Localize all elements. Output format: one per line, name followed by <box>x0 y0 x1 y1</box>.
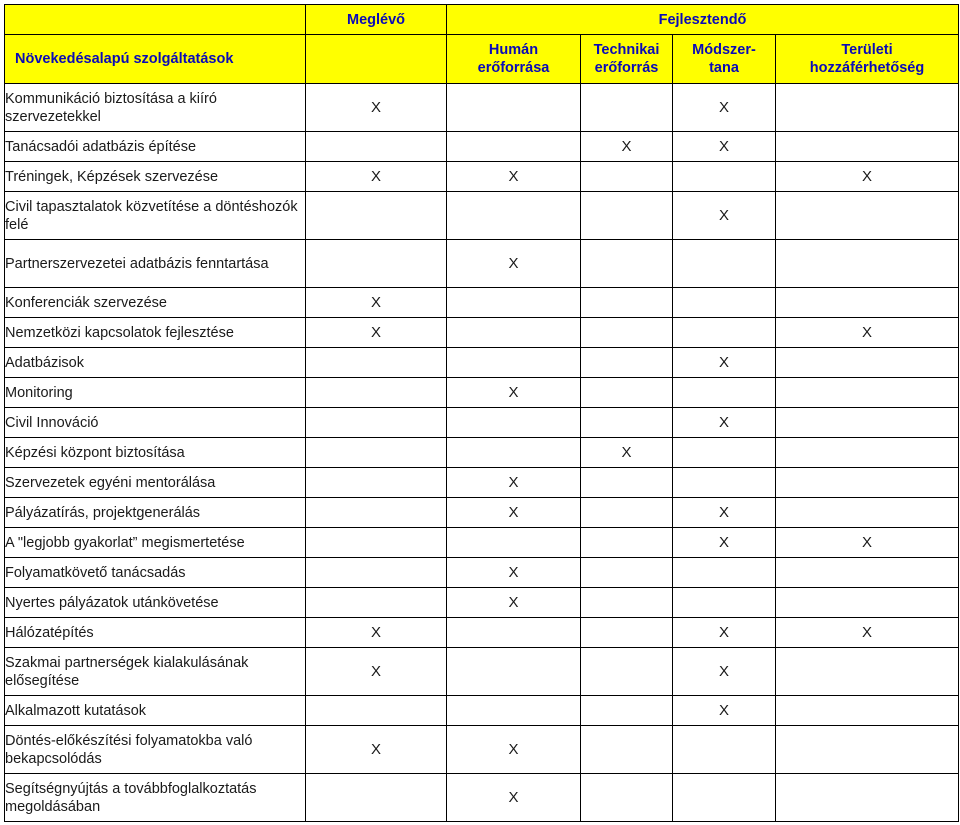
mark-cell <box>673 318 776 348</box>
row-label: Alkalmazott kutatások <box>5 696 306 726</box>
table-row <box>5 318 959 348</box>
mark-cell <box>776 378 959 408</box>
mark-cell: X <box>673 618 776 648</box>
table-row <box>5 192 959 240</box>
mark-cell <box>776 774 959 822</box>
table-row <box>5 468 959 498</box>
mark-cell: X <box>581 132 673 162</box>
services-table <box>4 4 959 822</box>
mark-cell: X <box>306 648 447 696</box>
row-label: Nemzetközi kapcsolatok fejlesztése <box>5 318 306 348</box>
mark-cell <box>306 588 447 618</box>
mark-cell <box>673 438 776 468</box>
mark-cell <box>581 288 673 318</box>
mark-cell <box>776 132 959 162</box>
table-row <box>5 648 959 696</box>
mark-cell <box>673 558 776 588</box>
row-label: Nyertes pályázatok utánkövetése <box>5 588 306 618</box>
mark-cell <box>581 408 673 438</box>
mark-cell <box>581 588 673 618</box>
row-label: Civil tapasztalatok közvetítése a döntéshozók felé <box>5 192 306 240</box>
table-row <box>5 726 959 774</box>
header-row-columns <box>5 35 959 84</box>
mark-cell <box>581 696 673 726</box>
mark-cell <box>306 774 447 822</box>
mark-cell <box>581 498 673 528</box>
mark-cell <box>776 84 959 132</box>
mark-cell: X <box>673 408 776 438</box>
mark-cell: X <box>673 192 776 240</box>
mark-cell: X <box>776 162 959 192</box>
mark-cell <box>447 318 581 348</box>
table-row <box>5 438 959 468</box>
table-row <box>5 588 959 618</box>
row-label: Szervezetek egyéni mentorálása <box>5 468 306 498</box>
mark-cell <box>673 162 776 192</box>
row-label: Monitoring <box>5 378 306 408</box>
mark-cell <box>447 438 581 468</box>
mark-cell <box>673 468 776 498</box>
row-label: A "legjobb gyakorlat” megismertetése <box>5 528 306 558</box>
table-row <box>5 498 959 528</box>
mark-cell <box>306 498 447 528</box>
mark-cell <box>776 192 959 240</box>
mark-cell <box>673 240 776 288</box>
mark-cell: X <box>673 528 776 558</box>
row-label: Döntés-előkészítési folyamatokba való bekapcsolódás <box>5 726 306 774</box>
row-label: Pályázatírás, projektgenerálás <box>5 498 306 528</box>
mark-cell <box>306 528 447 558</box>
mark-cell <box>776 240 959 288</box>
mark-cell: X <box>673 648 776 696</box>
mark-cell: X <box>673 696 776 726</box>
row-label: Partnerszervezetei adatbázis fenntartása <box>5 240 306 288</box>
mark-cell <box>776 288 959 318</box>
row-label: Konferenciák szervezése <box>5 288 306 318</box>
mark-cell <box>581 726 673 774</box>
mark-cell: X <box>776 318 959 348</box>
mark-cell <box>776 726 959 774</box>
table-row <box>5 378 959 408</box>
mark-cell <box>776 498 959 528</box>
table-row <box>5 696 959 726</box>
mark-cell: X <box>447 162 581 192</box>
header-blank-existing <box>306 35 447 84</box>
row-label: Civil Innováció <box>5 408 306 438</box>
mark-cell <box>581 528 673 558</box>
mark-cell: X <box>447 498 581 528</box>
mark-cell <box>581 774 673 822</box>
mark-cell: X <box>447 774 581 822</box>
mark-cell: X <box>447 558 581 588</box>
mark-cell <box>581 240 673 288</box>
mark-cell <box>581 348 673 378</box>
mark-cell <box>776 648 959 696</box>
mark-cell <box>447 528 581 558</box>
mark-cell: X <box>306 726 447 774</box>
mark-cell <box>447 348 581 378</box>
mark-cell: X <box>306 162 447 192</box>
table-row <box>5 774 959 822</box>
mark-cell <box>306 696 447 726</box>
mark-cell <box>673 378 776 408</box>
mark-cell: X <box>581 438 673 468</box>
mark-cell: X <box>447 588 581 618</box>
mark-cell: X <box>306 618 447 648</box>
mark-cell <box>447 84 581 132</box>
mark-cell: X <box>306 318 447 348</box>
header-col-human: Humán erőforrása <box>447 35 581 84</box>
mark-cell: X <box>776 528 959 558</box>
mark-cell: X <box>306 288 447 318</box>
mark-cell: X <box>447 240 581 288</box>
mark-cell <box>306 438 447 468</box>
mark-cell: X <box>447 726 581 774</box>
header-existing: Meglévő <box>306 5 447 35</box>
mark-cell <box>673 726 776 774</box>
mark-cell <box>447 696 581 726</box>
table-row <box>5 132 959 162</box>
mark-cell <box>581 468 673 498</box>
mark-cell <box>776 438 959 468</box>
mark-cell <box>306 348 447 378</box>
header-row-top <box>5 5 959 35</box>
mark-cell <box>447 648 581 696</box>
mark-cell: X <box>673 84 776 132</box>
table-row <box>5 408 959 438</box>
table-row <box>5 240 959 288</box>
row-label: Adatbázisok <box>5 348 306 378</box>
mark-cell: X <box>673 132 776 162</box>
row-label: Folyamatkövető tanácsadás <box>5 558 306 588</box>
mark-cell <box>581 558 673 588</box>
mark-cell: X <box>306 84 447 132</box>
mark-cell <box>776 588 959 618</box>
mark-cell <box>581 162 673 192</box>
table-row <box>5 162 959 192</box>
row-label: Hálózatépítés <box>5 618 306 648</box>
mark-cell <box>447 408 581 438</box>
mark-cell <box>776 348 959 378</box>
mark-cell <box>673 288 776 318</box>
mark-cell <box>776 468 959 498</box>
row-label: Segítségnyújtás a továbbfoglalkoztatás megoldásában <box>5 774 306 822</box>
mark-cell <box>581 318 673 348</box>
header-to-develop: Fejlesztendő <box>447 5 959 35</box>
mark-cell <box>306 240 447 288</box>
header-blank <box>5 5 306 35</box>
table-row <box>5 558 959 588</box>
mark-cell: X <box>447 378 581 408</box>
mark-cell <box>306 132 447 162</box>
mark-cell <box>776 558 959 588</box>
mark-cell <box>447 288 581 318</box>
mark-cell <box>306 408 447 438</box>
mark-cell <box>776 696 959 726</box>
header-services: Növekedésalapú szolgáltatások <box>5 35 306 84</box>
table-row <box>5 618 959 648</box>
mark-cell <box>581 378 673 408</box>
mark-cell: X <box>673 348 776 378</box>
mark-cell <box>447 192 581 240</box>
table-row <box>5 84 959 132</box>
row-label: Tanácsadói adatbázis építése <box>5 132 306 162</box>
header-col-methodology: Módszer- tana <box>673 35 776 84</box>
mark-cell <box>673 588 776 618</box>
mark-cell <box>581 618 673 648</box>
row-label: Szakmai partnerségek kialakulásának elősegítése <box>5 648 306 696</box>
mark-cell <box>306 378 447 408</box>
mark-cell: X <box>447 468 581 498</box>
mark-cell <box>776 408 959 438</box>
mark-cell <box>673 774 776 822</box>
table-row <box>5 348 959 378</box>
mark-cell <box>447 618 581 648</box>
row-label: Képzési központ biztosítása <box>5 438 306 468</box>
mark-cell: X <box>776 618 959 648</box>
mark-cell <box>447 132 581 162</box>
row-label: Tréningek, Képzések szervezése <box>5 162 306 192</box>
mark-cell <box>306 558 447 588</box>
table-row <box>5 528 959 558</box>
header-col-territorial: Területi hozzáférhetőség <box>776 35 959 84</box>
mark-cell <box>306 192 447 240</box>
header-col-technical: Technikai erőforrás <box>581 35 673 84</box>
mark-cell <box>306 468 447 498</box>
mark-cell: X <box>673 498 776 528</box>
row-label: Kommunikáció biztosítása a kiíró szervezetekkel <box>5 84 306 132</box>
mark-cell <box>581 192 673 240</box>
mark-cell <box>581 84 673 132</box>
mark-cell <box>581 648 673 696</box>
table-row <box>5 288 959 318</box>
